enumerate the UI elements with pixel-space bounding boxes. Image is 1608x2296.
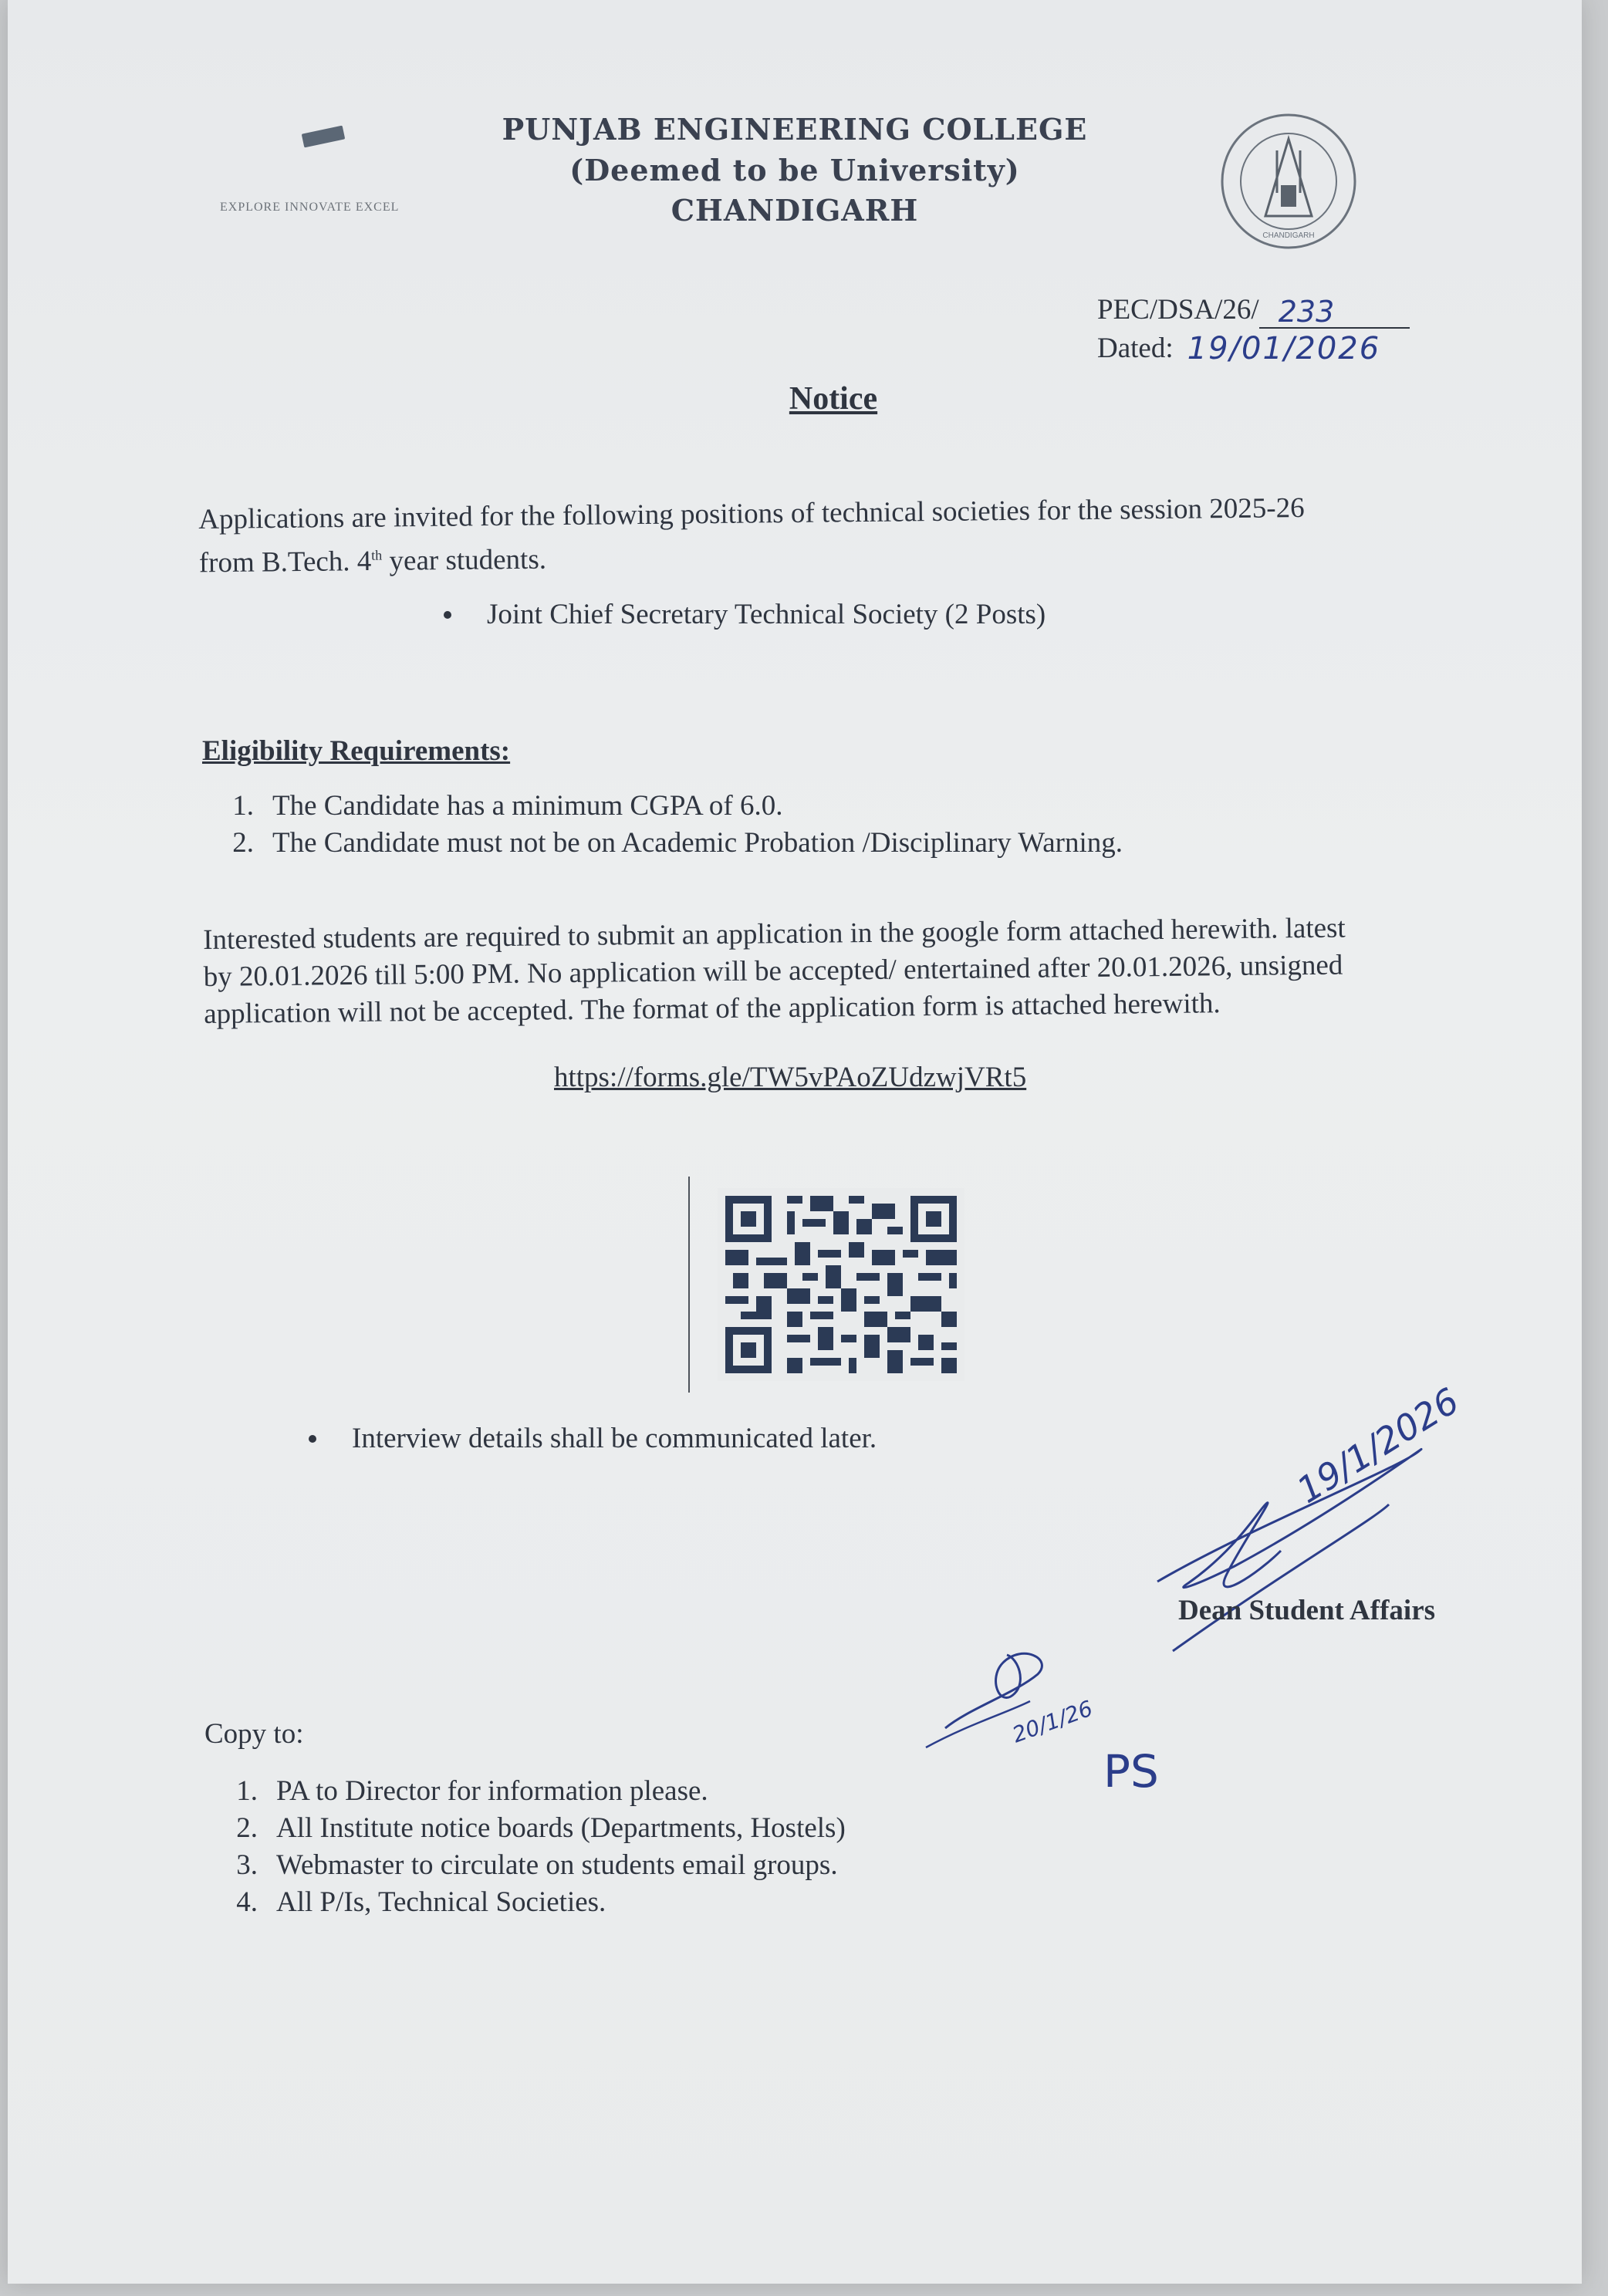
dated-value: 19/01/2026: [1187, 331, 1381, 366]
instructions-line-1: Interested students are required to submit an application in the google form attached herewith. latest: [203, 912, 1346, 956]
eligibility-heading: Eligibility Requirements:: [202, 735, 511, 767]
reference-number-row: [1097, 292, 1498, 329]
seal-caption: CHANDIGARH: [1262, 231, 1315, 240]
notice-page: [8, 0, 1582, 2284]
interview-note: [309, 1422, 877, 1455]
reference-label: PEC/DSA/26/: [1097, 294, 1259, 326]
dean-signed-date: 19/1/2026: [1289, 1379, 1467, 1511]
intro-paragraph: [198, 488, 1511, 582]
instructions-line-3: application will not be accepted. The format of the application form is attached herewith.: [204, 988, 1221, 1030]
intro-line-2: from B.Tech. 4th year students.: [198, 543, 547, 579]
initial-signature: [922, 1639, 1076, 1763]
interview-note-text: Interview details shall be communicated later.: [352, 1423, 877, 1454]
reference-block: [1097, 292, 1498, 367]
institution-status: (Deemed to be University): [569, 153, 1020, 187]
ps-annotation: PS: [1103, 1745, 1159, 1798]
college-logo: [216, 116, 463, 224]
position-item: [444, 598, 1046, 631]
reference-number: 233: [1259, 296, 1410, 329]
university-seal-icon: [1215, 108, 1362, 255]
instructions-line-2: by 20.01.2026 till 5:00 PM. No application will be accepted/ entertained after 20.01.2026, unsigned: [203, 949, 1343, 993]
eligibility-list: [204, 788, 1123, 862]
instructions-paragraph: [203, 908, 1531, 1033]
reference-date-row: [1097, 330, 1498, 367]
dated-label: Dated:: [1097, 333, 1174, 364]
logo-mark: [302, 126, 346, 148]
list-item: 4. All P/Is, Technical Societies.: [236, 1886, 606, 1918]
list-item: 2. The Candidate must not be on Academic Probation /Disciplinary Warning.: [232, 827, 1123, 859]
institution-city: CHANDIGARH: [671, 193, 919, 228]
bullet-icon: [444, 611, 451, 619]
qr-code-icon[interactable]: [718, 1188, 964, 1381]
institution-name: PUNJAB ENGINEERING COLLEGE: [502, 112, 1088, 147]
intro-line-1: Applications are invited for the following positions of technical societies for the session 2025-26: [198, 491, 1305, 535]
list-item: 3. Webmaster to circulate on students email groups.: [236, 1849, 838, 1881]
list-item: 1. PA to Director for information please.: [236, 1775, 708, 1807]
google-form-link[interactable]: https://forms.gle/TW5vPAoZUdzwjVRt5: [554, 1062, 1027, 1093]
qr-code-frame: [688, 1177, 690, 1393]
notice-title: Notice: [789, 381, 878, 417]
list-item: 2. All Institute notice boards (Departments, Hostels): [236, 1812, 846, 1844]
copy-to-label: Copy to:: [204, 1718, 304, 1750]
signatory-title: Dean Student Affairs: [1178, 1595, 1436, 1626]
copy-to-list: [208, 1773, 846, 1921]
initial-date: 20/1/26: [1008, 1695, 1096, 1748]
list-item: 1. The Candidate has a minimum CGPA of 6.0.: [232, 790, 783, 822]
logo-tagline: EXPLORE INNOVATE EXCEL: [220, 201, 400, 214]
bullet-icon: [309, 1435, 316, 1443]
position-text: Joint Chief Secretary Technical Society (2 Posts): [487, 599, 1046, 630]
